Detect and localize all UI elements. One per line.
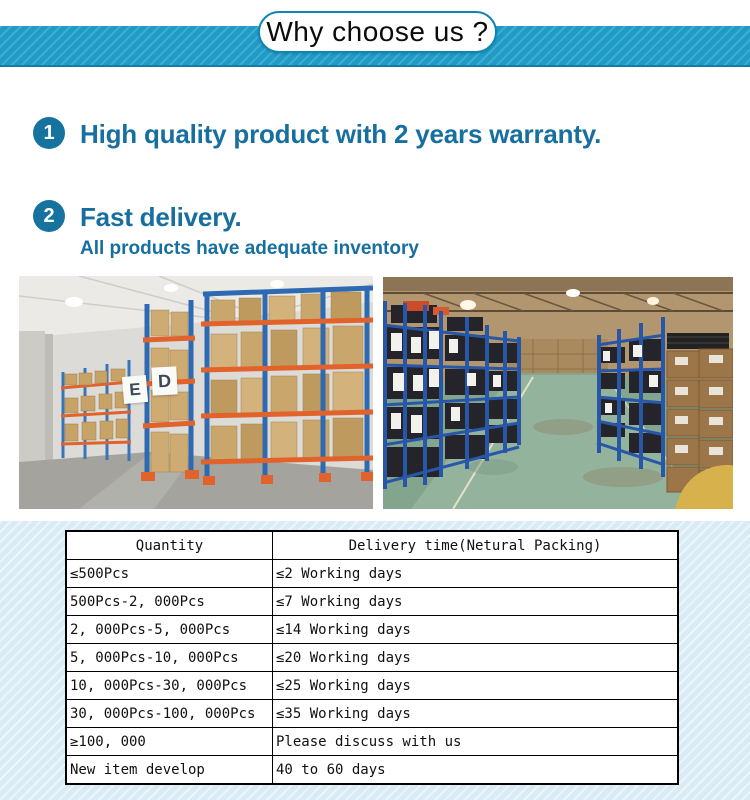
table-row <box>66 672 678 700</box>
quantity-cell: 10, 000Pcs-30, 000Pcs <box>66 672 273 700</box>
delivery-section <box>0 521 750 800</box>
table-header-row <box>66 531 678 560</box>
warehouse-aisle-illustration <box>383 277 733 509</box>
delivery-time-cell: ≤35 Working days <box>273 700 679 728</box>
aisle-sign-e-label: E <box>128 379 142 399</box>
quantity-cell: New item develop <box>66 756 273 785</box>
table-row <box>66 616 678 644</box>
table-row <box>66 588 678 616</box>
table-row <box>66 644 678 672</box>
table-row <box>66 700 678 728</box>
delivery-time-cell: ≤7 Working days <box>273 588 679 616</box>
point-2-number-badge: 2 <box>33 200 65 232</box>
table-row <box>66 756 678 785</box>
banner-strip <box>0 16 750 67</box>
point-2-title: Fast delivery. <box>80 202 242 232</box>
delivery-time-cell: ≤2 Working days <box>273 560 679 588</box>
quantity-column-header: Quantity <box>66 531 273 560</box>
aisle-sign-d-label: D <box>157 370 172 391</box>
quantity-cell: 30, 000Pcs-100, 000Pcs <box>66 700 273 728</box>
delivery-time-cell: ≤20 Working days <box>273 644 679 672</box>
aisle-sign-e <box>122 375 148 404</box>
delivery-time-column-header: Delivery time(Netural Packing) <box>273 531 679 560</box>
point-1-number-badge: 1 <box>33 117 65 149</box>
delivery-time-cell: 40 to 60 days <box>273 756 679 785</box>
point-2-subtitle: All products have adequate inventory <box>80 238 419 259</box>
quantity-cell: ≥100, 000 <box>66 728 273 756</box>
aisle-sign-d <box>151 366 177 395</box>
delivery-time-cell: Please discuss with us <box>273 728 679 756</box>
quantity-cell: 2, 000Pcs-5, 000Pcs <box>66 616 273 644</box>
page-title: Why choose us ? <box>266 16 489 47</box>
point-1-title: High quality product with 2 years warranty. <box>80 119 602 149</box>
quantity-cell: ≤500Pcs <box>66 560 273 588</box>
table-row <box>66 728 678 756</box>
photo-warehouse-racks <box>19 276 373 509</box>
photo-warehouse-aisle <box>383 277 733 509</box>
quantity-cell: 5, 000Pcs-10, 000Pcs <box>66 644 273 672</box>
quantity-cell: 500Pcs-2, 000Pcs <box>66 588 273 616</box>
delivery-time-table <box>65 530 679 785</box>
warehouse-racks-illustration <box>19 276 373 509</box>
banner-pill <box>258 11 497 53</box>
delivery-time-cell: ≤14 Working days <box>273 616 679 644</box>
table-row <box>66 560 678 588</box>
delivery-time-cell: ≤25 Working days <box>273 672 679 700</box>
